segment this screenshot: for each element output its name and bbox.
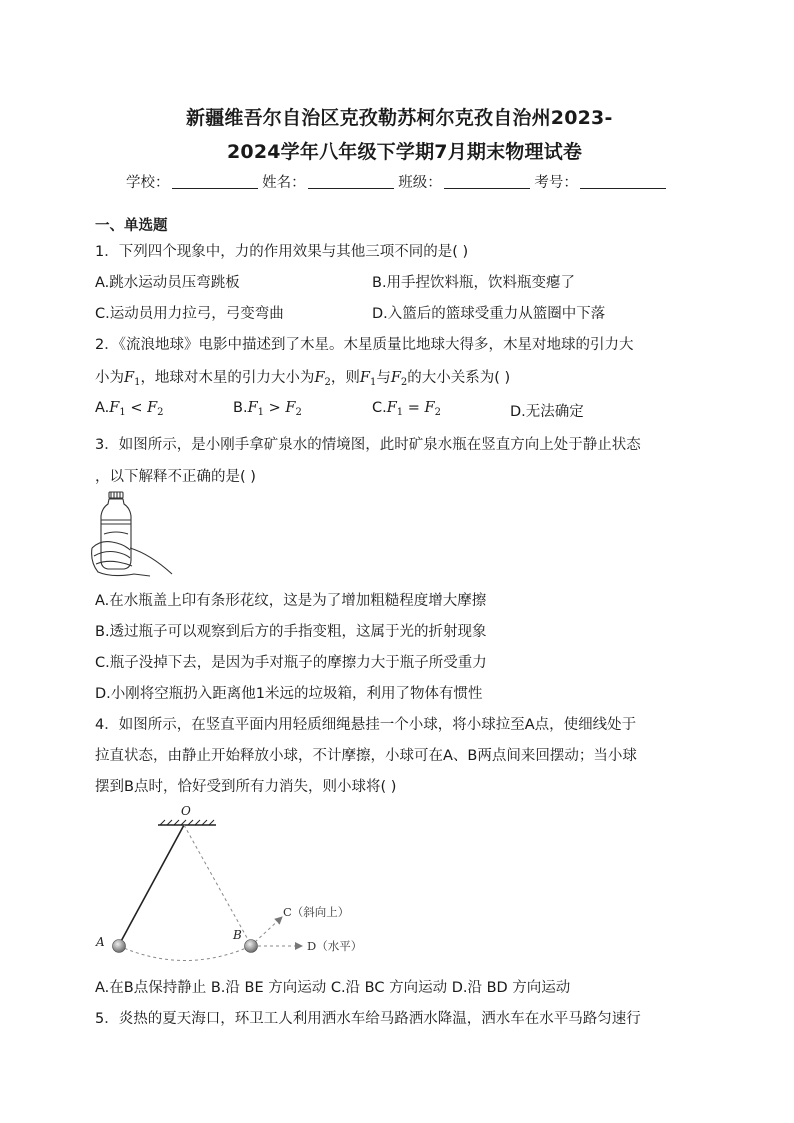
q4-options: A.在B点保持静止 B.沿 BE 方向运动 C.沿 BC 方向运动 D.沿 BD 方向运动 [95, 980, 571, 996]
ball-a [113, 940, 126, 953]
q1-option-d: D.入篮后的篮球受重力从篮圈中下落 [372, 306, 606, 322]
q2-option-b: $B.F_1 > F_2$ [233, 400, 302, 418]
class-blank [444, 174, 530, 189]
bottle-hand-figure [90, 490, 175, 578]
q2-option-d: D.无法确定 [510, 404, 584, 420]
arrow-bc [255, 917, 282, 942]
ball-b [245, 940, 258, 953]
school-label: 学校： [126, 175, 170, 191]
q3-option-a: A.在水瓶盖上印有条形花纹，这是为了增加粗糙程度增大摩擦 [95, 593, 487, 609]
q1-option-c: C.运动员用力拉弓，弓变弯曲 [95, 306, 284, 322]
info-fields [126, 171, 666, 192]
q1-option-a: A.跳水运动员压弯跳板 [95, 275, 240, 291]
name-label: 姓名： [262, 175, 306, 191]
q3-option-b: B.透过瓶子可以观察到后方的手指变粗，这属于光的折射现象 [95, 624, 487, 640]
id-label: 考号： [534, 175, 578, 191]
q4-line1: 4．如图所示，在竖直平面内用轻质细绳悬挂一个小球，将小球拉至A点，使细线处于 [95, 717, 637, 733]
q3-line1: 3．如图所示，是小刚手拿矿泉水的情境图，此时矿泉水瓶在竖直方向上处于静止状态 [95, 437, 641, 453]
class-label: 班级： [398, 175, 442, 191]
section-heading: 一、单选题 [95, 218, 168, 234]
exam-title-line2: 2024学年八年级下学期7月期末物理试卷 [227, 141, 583, 163]
q4-line3: 摆到B点时，恰好受到所有力消失，则小球将( ) [95, 779, 397, 795]
q5-line1: 5．炎热的夏天海口，环卫工人利用洒水车给马路洒水降温，洒水车在水平马路匀速行 [95, 1011, 641, 1027]
swing-arc [119, 946, 251, 961]
ceiling-support [158, 820, 216, 825]
exam-title-line1: 新疆维吾尔自治区克孜勒苏柯尔克孜自治州2023- [186, 107, 613, 129]
q1-stem: 1．下列四个现象中，力的作用效果与其他三项不同的是( ) [95, 244, 469, 260]
name-blank [308, 174, 394, 189]
q2-option-c: $C.F_1 = F_2$ [372, 400, 441, 418]
id-blank [580, 174, 666, 189]
q2-option-a: $A.F_1 < F_2$ [95, 400, 164, 418]
string-dashed [184, 825, 251, 945]
q3-option-d: D.小刚将空瓶扔入距离他1米远的垃圾箱，利用了物体有惯性 [95, 686, 483, 702]
label-o: O [181, 804, 191, 818]
pendulum-figure [88, 800, 378, 965]
q2-line2: 小为$F_1$，地球对木星的引力大小为$F_2$，则$F_1$与$F_2$的大小关系为( ) [95, 370, 511, 388]
label-d: D（水平） [307, 939, 363, 953]
label-c: C（斜向上） [283, 905, 350, 919]
label-b: B [233, 928, 242, 942]
label-a: A [96, 935, 105, 949]
string-solid [119, 825, 184, 945]
q2-line1: 2．《流浪地球》电影中描述到了木星。木星质量比地球大得多，木星对地球的引力大 [95, 337, 634, 353]
q3-line2: ，以下解释不正确的是( ) [95, 469, 256, 485]
q4-line2: 拉直状态，由静止开始释放小球，不计摩擦，小球可在A、B两点间来回摆动；当小球 [95, 748, 637, 764]
school-blank [172, 174, 258, 189]
q1-option-b: B.用手捏饮料瓶，饮料瓶变瘪了 [372, 275, 576, 291]
q3-option-c: C.瓶子没掉下去，是因为手对瓶子的摩擦力大于瓶子所受重力 [95, 655, 487, 671]
